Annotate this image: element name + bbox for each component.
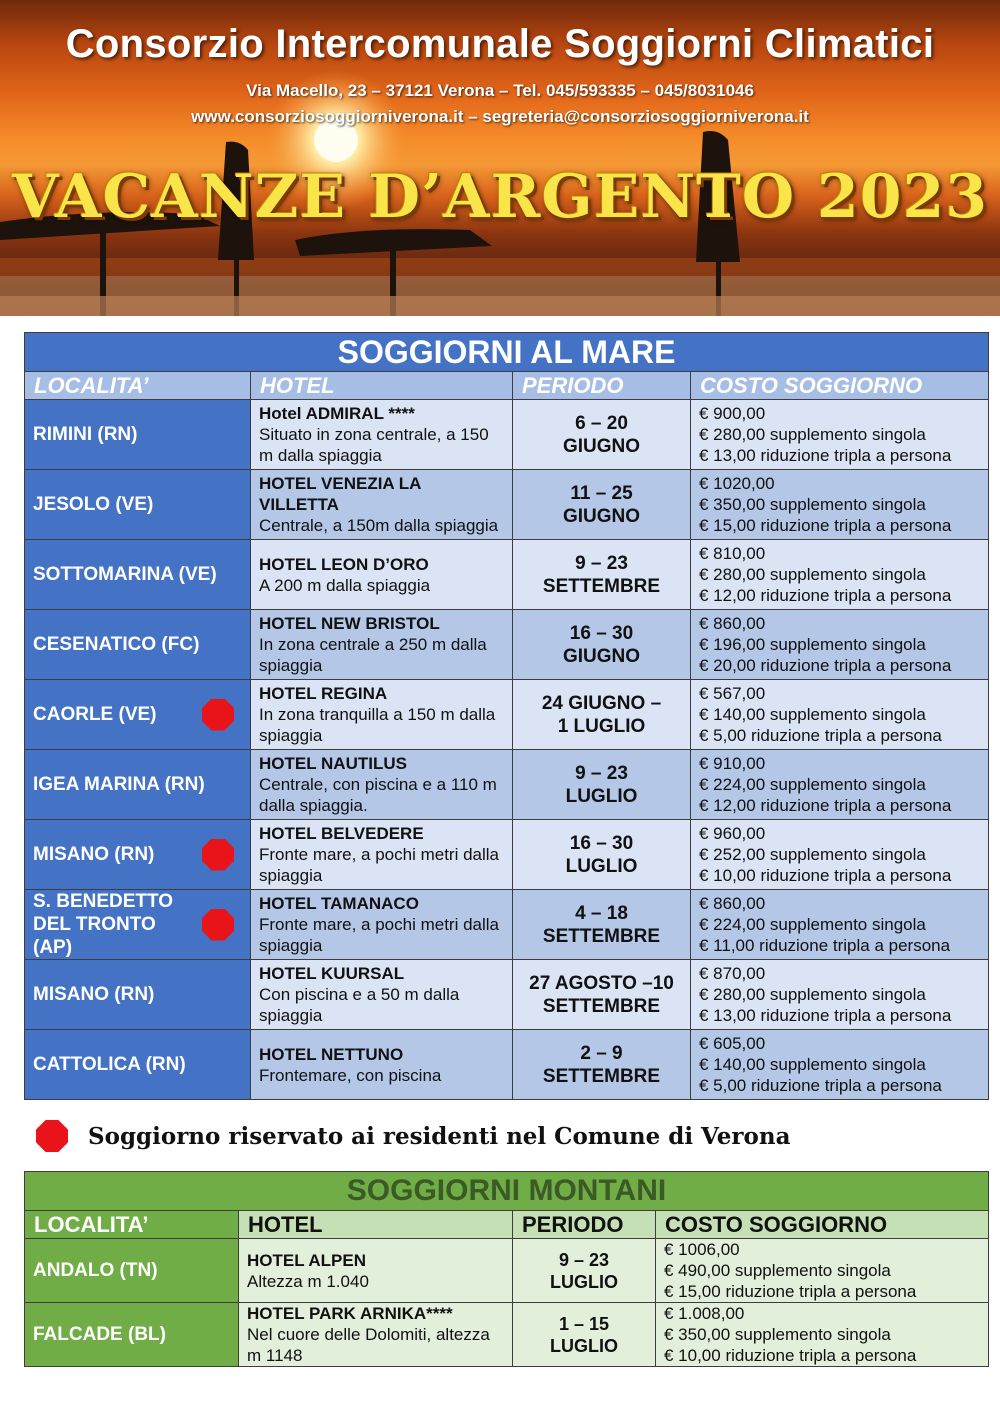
cost-single: € 140,00 supplemento singola	[699, 1055, 926, 1074]
cost-cell	[691, 400, 989, 470]
cost-cell	[691, 540, 989, 610]
cost-price: € 1.008,00	[664, 1304, 745, 1323]
hotel-name: HOTEL NEW BRISTOL	[259, 614, 440, 633]
location-name: S. BENEDETTO DEL TRONTO (AP)	[33, 891, 174, 958]
period-dates: 6 – 20	[575, 412, 628, 434]
location-cell: RIMINI (RN)	[25, 400, 251, 470]
period-cell	[513, 470, 691, 540]
col-header-location: LOCALITA’	[25, 372, 251, 400]
period-dates: 11 – 25	[570, 482, 633, 504]
hotel-description: Centrale, con piscina e a 110 m dalla spiaggia.	[259, 775, 497, 815]
sea-stays-table	[24, 332, 989, 1100]
period-cell	[513, 400, 691, 470]
cost-cell	[691, 470, 989, 540]
location-cell: ANDALO (TN)	[25, 1239, 239, 1303]
period-cell	[513, 540, 691, 610]
cost-single: € 350,00 supplemento singola	[664, 1325, 891, 1344]
cost-price: € 960,00	[699, 824, 766, 843]
col-header-cost: COSTO SOGGIORNO	[691, 372, 989, 400]
cost-single: € 280,00 supplemento singola	[699, 565, 926, 584]
period-cell	[513, 1303, 656, 1367]
mountain-stays-table	[24, 1171, 989, 1367]
period-month: GIUGNO	[562, 645, 641, 667]
cost-triple: € 15,00 riduzione tripla a persona	[664, 1282, 917, 1301]
col-header-period: PERIODO	[513, 372, 691, 400]
address-line: Via Macello, 23 – 37121 Verona – Tel. 045/593335 – 045/8031046	[246, 81, 754, 100]
cost-price: € 870,00	[699, 964, 766, 983]
period-dates: 16 – 30	[569, 622, 634, 644]
cost-triple: € 5,00 riduzione tripla a persona	[699, 1076, 942, 1095]
location-cell: IGEA MARINA (RN)	[25, 750, 251, 820]
cost-triple: € 10,00 riduzione tripla a persona	[699, 866, 952, 885]
table-row	[25, 680, 989, 750]
cost-price: € 1020,00	[699, 474, 775, 493]
cost-single: € 140,00 supplemento singola	[699, 705, 926, 724]
location-cell: MISANO (RN)	[25, 960, 251, 1030]
hotel-cell	[239, 1303, 513, 1367]
period-month: SETTEMBRE	[542, 925, 661, 947]
cost-single: € 490,00 supplemento singola	[664, 1261, 891, 1280]
period-dates: 4 – 18	[575, 902, 628, 924]
table-row	[25, 540, 989, 610]
residents-only-marker-icon	[202, 909, 234, 941]
period-cell	[513, 1030, 691, 1100]
cost-price: € 860,00	[699, 614, 766, 633]
hotel-description: A 200 m dalla spiaggia	[259, 575, 431, 595]
period-month: GIUGNO	[562, 435, 641, 457]
period-dates: 2 – 9	[580, 1042, 623, 1064]
period-month: SETTEMBRE	[542, 995, 661, 1017]
main-title: VACANZE D’ARGENTO 2023	[12, 162, 988, 232]
location-cell: SOTTOMARINA (VE)	[25, 540, 251, 610]
period-cell	[513, 890, 691, 960]
hotel-name: HOTEL LEON D’ORO	[259, 554, 429, 574]
organization-name: Consorzio Intercomunale Soggiorni Climatici	[65, 22, 935, 66]
cost-cell	[656, 1303, 989, 1367]
hotel-description: Fronte mare, a pochi metri dalla spiaggia	[259, 915, 499, 955]
col-header-hotel: HOTEL	[251, 372, 513, 400]
hotel-cell	[251, 1030, 513, 1100]
legend	[36, 1119, 791, 1153]
table-row	[25, 960, 989, 1030]
hotel-name: Hotel ADMIRAL ****	[259, 404, 415, 423]
cost-price: € 910,00	[699, 754, 766, 773]
cost-cell	[656, 1239, 989, 1303]
cost-single: € 350,00 supplemento singola	[699, 495, 926, 514]
col-header-hotel: HOTEL	[239, 1211, 513, 1239]
cost-triple: € 20,00 riduzione tripla a persona	[699, 656, 952, 675]
sea-table-title: SOGGIORNI AL MARE	[25, 333, 989, 372]
cost-triple: € 10,00 riduzione tripla a persona	[664, 1346, 917, 1365]
location-cell: JESOLO (VE)	[25, 470, 251, 540]
hotel-cell	[251, 750, 513, 820]
hotel-description: Con piscina e a 50 m dalla spiaggia	[259, 985, 460, 1025]
period-month: 1 LUGLIO	[557, 715, 646, 737]
hotel-description: Fronte mare, a pochi metri dalla spiaggia	[259, 845, 499, 885]
cost-single: € 280,00 supplemento singola	[699, 425, 926, 444]
location-name: MISANO (RN)	[33, 843, 155, 865]
cost-triple: € 13,00 riduzione tripla a persona	[699, 446, 952, 465]
col-header-location: LOCALITA’	[25, 1211, 239, 1239]
cost-price: € 567,00	[699, 684, 766, 703]
cost-triple: € 13,00 riduzione tripla a persona	[699, 1006, 952, 1025]
period-month: LUGLIO	[550, 1271, 618, 1292]
cost-triple: € 15,00 riduzione tripla a persona	[699, 516, 952, 535]
period-month: SETTEMBRE	[542, 1065, 661, 1087]
period-dates: 16 – 30	[569, 832, 634, 854]
hotel-name: HOTEL NETTUNO	[259, 1044, 404, 1064]
hotel-name: HOTEL KUURSAL	[259, 964, 405, 983]
cost-single: € 196,00 supplemento singola	[699, 635, 926, 654]
location-cell: CESENATICO (FC)	[25, 610, 251, 680]
period-month: SETTEMBRE	[542, 575, 661, 597]
table-row	[25, 1030, 989, 1100]
hotel-description: Altezza m 1.040	[247, 1271, 369, 1291]
period-dates: 24 GIUGNO –	[541, 692, 662, 714]
residents-only-marker-icon	[36, 1120, 68, 1152]
cost-price: € 860,00	[699, 894, 766, 913]
residents-only-marker-icon	[202, 699, 234, 731]
period-dates: 9 – 23	[558, 1249, 610, 1270]
location-cell	[25, 820, 251, 890]
period-dates: 1 – 15	[558, 1313, 610, 1334]
cost-triple: € 5,00 riduzione tripla a persona	[699, 726, 942, 745]
location-cell	[25, 680, 251, 750]
hotel-description: In zona centrale a 250 m dalla spiaggia	[259, 635, 487, 675]
hotel-name: HOTEL BELVEDERE	[259, 824, 424, 843]
cost-cell	[691, 610, 989, 680]
hotel-cell	[251, 400, 513, 470]
hotel-name: HOTEL REGINA	[259, 684, 388, 703]
location-cell: FALCADE (BL)	[25, 1303, 239, 1367]
cost-price: € 605,00	[699, 1034, 766, 1053]
table-row	[25, 820, 989, 890]
location-cell	[25, 890, 251, 960]
hotel-cell	[251, 680, 513, 750]
hotel-name: HOTEL TAMANACO	[259, 894, 419, 913]
hotel-cell	[251, 960, 513, 1030]
table-row	[25, 470, 989, 540]
hotel-description: In zona tranquilla a 150 m dalla spiaggia	[259, 705, 496, 745]
cost-cell	[691, 820, 989, 890]
hotel-description: Nel cuore delle Dolomiti, altezza m 1148	[247, 1325, 490, 1365]
cost-price: € 900,00	[699, 404, 766, 423]
period-cell	[513, 750, 691, 820]
cost-cell	[691, 680, 989, 750]
period-dates: 9 – 23	[575, 552, 628, 574]
cost-single: € 280,00 supplemento singola	[699, 985, 926, 1004]
cost-single: € 224,00 supplemento singola	[699, 775, 926, 794]
hotel-cell	[251, 470, 513, 540]
table-row	[25, 750, 989, 820]
hotel-cell	[251, 890, 513, 960]
cost-cell	[691, 1030, 989, 1100]
period-cell	[513, 610, 691, 680]
cost-triple: € 12,00 riduzione tripla a persona	[699, 586, 952, 605]
web-email-line[interactable]: www.consorziosoggiorniverona.it – segreteria@consorziosoggiorniverona.it	[191, 107, 809, 126]
table-row	[25, 1303, 989, 1367]
mountain-table-title: SOGGIORNI MONTANI	[25, 1172, 989, 1211]
period-dates: 27 AGOSTO –10	[529, 972, 674, 994]
period-month: GIUGNO	[562, 505, 641, 527]
table-row	[25, 890, 989, 960]
cost-single: € 252,00 supplemento singola	[699, 845, 926, 864]
cost-cell	[691, 890, 989, 960]
hotel-cell	[251, 610, 513, 680]
legend-text: Soggiorno riservato ai residenti nel Comune di Verona	[88, 1122, 791, 1150]
cost-price: € 1006,00	[664, 1240, 740, 1259]
table-row	[25, 400, 989, 470]
table-row	[25, 610, 989, 680]
cost-single: € 224,00 supplemento singola	[699, 915, 926, 934]
period-cell	[513, 680, 691, 750]
header-banner	[0, 0, 1000, 316]
table-row	[25, 1239, 989, 1303]
hotel-description: Frontemare, con piscina	[259, 1065, 442, 1085]
cost-cell	[691, 960, 989, 1030]
cost-triple: € 12,00 riduzione tripla a persona	[699, 796, 952, 815]
cost-triple: € 11,00 riduzione tripla a persona	[699, 936, 951, 955]
period-month: LUGLIO	[565, 855, 638, 877]
hotel-description: Centrale, a 150m dalla spiaggia	[259, 516, 499, 535]
hotel-cell	[251, 540, 513, 610]
col-header-period: PERIODO	[513, 1211, 656, 1239]
cost-price: € 810,00	[699, 544, 766, 563]
period-cell	[513, 1239, 656, 1303]
location-name: CAORLE (VE)	[33, 703, 157, 725]
period-cell	[513, 960, 691, 1030]
col-header-cost: COSTO SOGGIORNO	[656, 1211, 989, 1239]
hotel-name: HOTEL ALPEN	[247, 1250, 367, 1270]
hotel-name: HOTEL VENEZIA LA VILLETTA	[259, 474, 421, 514]
period-dates: 9 – 23	[575, 762, 628, 784]
period-month: LUGLIO	[565, 785, 638, 807]
residents-only-marker-icon	[202, 839, 234, 871]
location-cell: CATTOLICA (RN)	[25, 1030, 251, 1100]
cost-cell	[691, 750, 989, 820]
hotel-name: HOTEL NAUTILUS	[259, 754, 407, 773]
period-month: LUGLIO	[550, 1335, 618, 1356]
hotel-cell	[251, 820, 513, 890]
period-cell	[513, 820, 691, 890]
hotel-cell	[239, 1239, 513, 1303]
hotel-description: Situato in zona centrale, a 150 m dalla spiaggia	[259, 425, 489, 465]
hotel-name: HOTEL PARK ARNIKA****	[247, 1304, 453, 1323]
